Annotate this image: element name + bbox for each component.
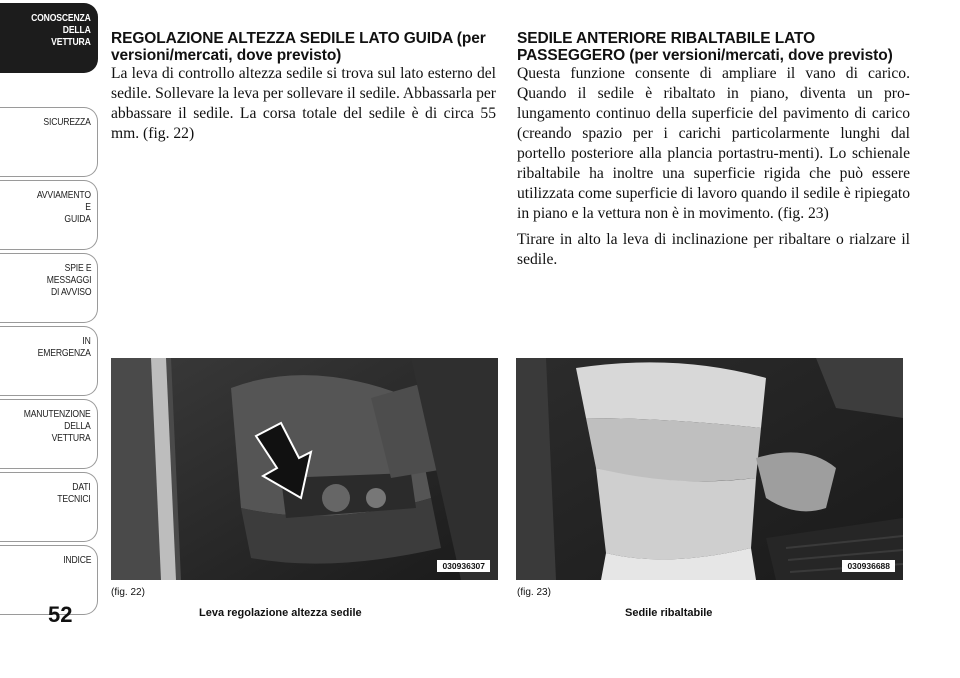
tab-label: AVVIAMENTO E GUIDA: [36, 189, 91, 225]
left-section: [111, 30, 496, 150]
folding-seat-photo: [516, 358, 903, 580]
tab-label: IN EMERGENZA: [37, 335, 91, 359]
tab-label: SICUREZZA: [43, 116, 91, 128]
page-number: 52: [48, 602, 73, 627]
tab-conoscenza-della-vettura[interactable]: [0, 3, 98, 73]
tab-label: SPIE E MESSAGGI DI AVVISO: [46, 262, 91, 298]
figure-code: 030936307: [437, 560, 490, 572]
figure-ref: (fig. 23): [517, 587, 551, 598]
body-paragraph: La leva di controllo altezza sedile si trova sul lato esterno del sedile. Sollevare la leva per sollevare il sedile. Abbassarla per abbassare il sedile. La corsa totale del sedile è di circa 55 mm. (fig. 22): [111, 65, 496, 142]
section-heading: REGOLAZIONE ALTEZZA SEDILE LATO GUIDA (per versioni/mercati, dove previsto): [111, 30, 486, 64]
figure-ref: (fig. 22): [111, 587, 145, 598]
tab-in-emergenza[interactable]: [0, 326, 98, 396]
tab-sicurezza[interactable]: [0, 107, 98, 177]
section-heading: SEDILE ANTERIORE RIBALTABILE LATO PASSEGGERO (per versioni/mercati, dove previsto): [517, 30, 893, 64]
body-paragraph: Tirare in alto la leva di inclinazione per ribaltare o rialzare il sedile.: [517, 231, 910, 268]
figure-code: 030936688: [842, 560, 895, 572]
body-paragraph: Questa funzione consente di ampliare il vano di carico. Quando il sedile è ribaltato in piano, diventa un pro-lungamento continuo della superficie del pavimento di carico (creando spazio per i carichi particolarmente lunghi dal portello posteriore alla plancia portastru-menti). Lo schienale ribaltabile ha inoltre una superficie rigida che può essere utilizzata come superficie di lavoro quando il sedile è ripiegato in piano e la vettura non è in movimento. (fig. 23): [517, 65, 910, 222]
tab-label: CONOSCENZA DELLA VETTURA: [31, 12, 91, 48]
tab-spie-e-messaggi[interactable]: [0, 253, 98, 323]
right-section: [517, 30, 910, 276]
tab-manutenzione[interactable]: [0, 399, 98, 469]
tab-label: MANUTENZIONE DELLA VETTURA: [24, 408, 91, 444]
seat-height-lever-photo: [111, 358, 498, 580]
chapter-sidebar: [0, 0, 100, 678]
tab-avviamento-e-guida[interactable]: [0, 180, 98, 250]
tab-label: DATI TECNICI: [57, 481, 91, 505]
figure-caption: Sedile ribaltabile: [625, 607, 713, 619]
figure-caption: Leva regolazione altezza sedile: [199, 607, 362, 619]
tab-label: INDICE: [62, 554, 91, 566]
tab-dati-tecnici[interactable]: [0, 472, 98, 542]
